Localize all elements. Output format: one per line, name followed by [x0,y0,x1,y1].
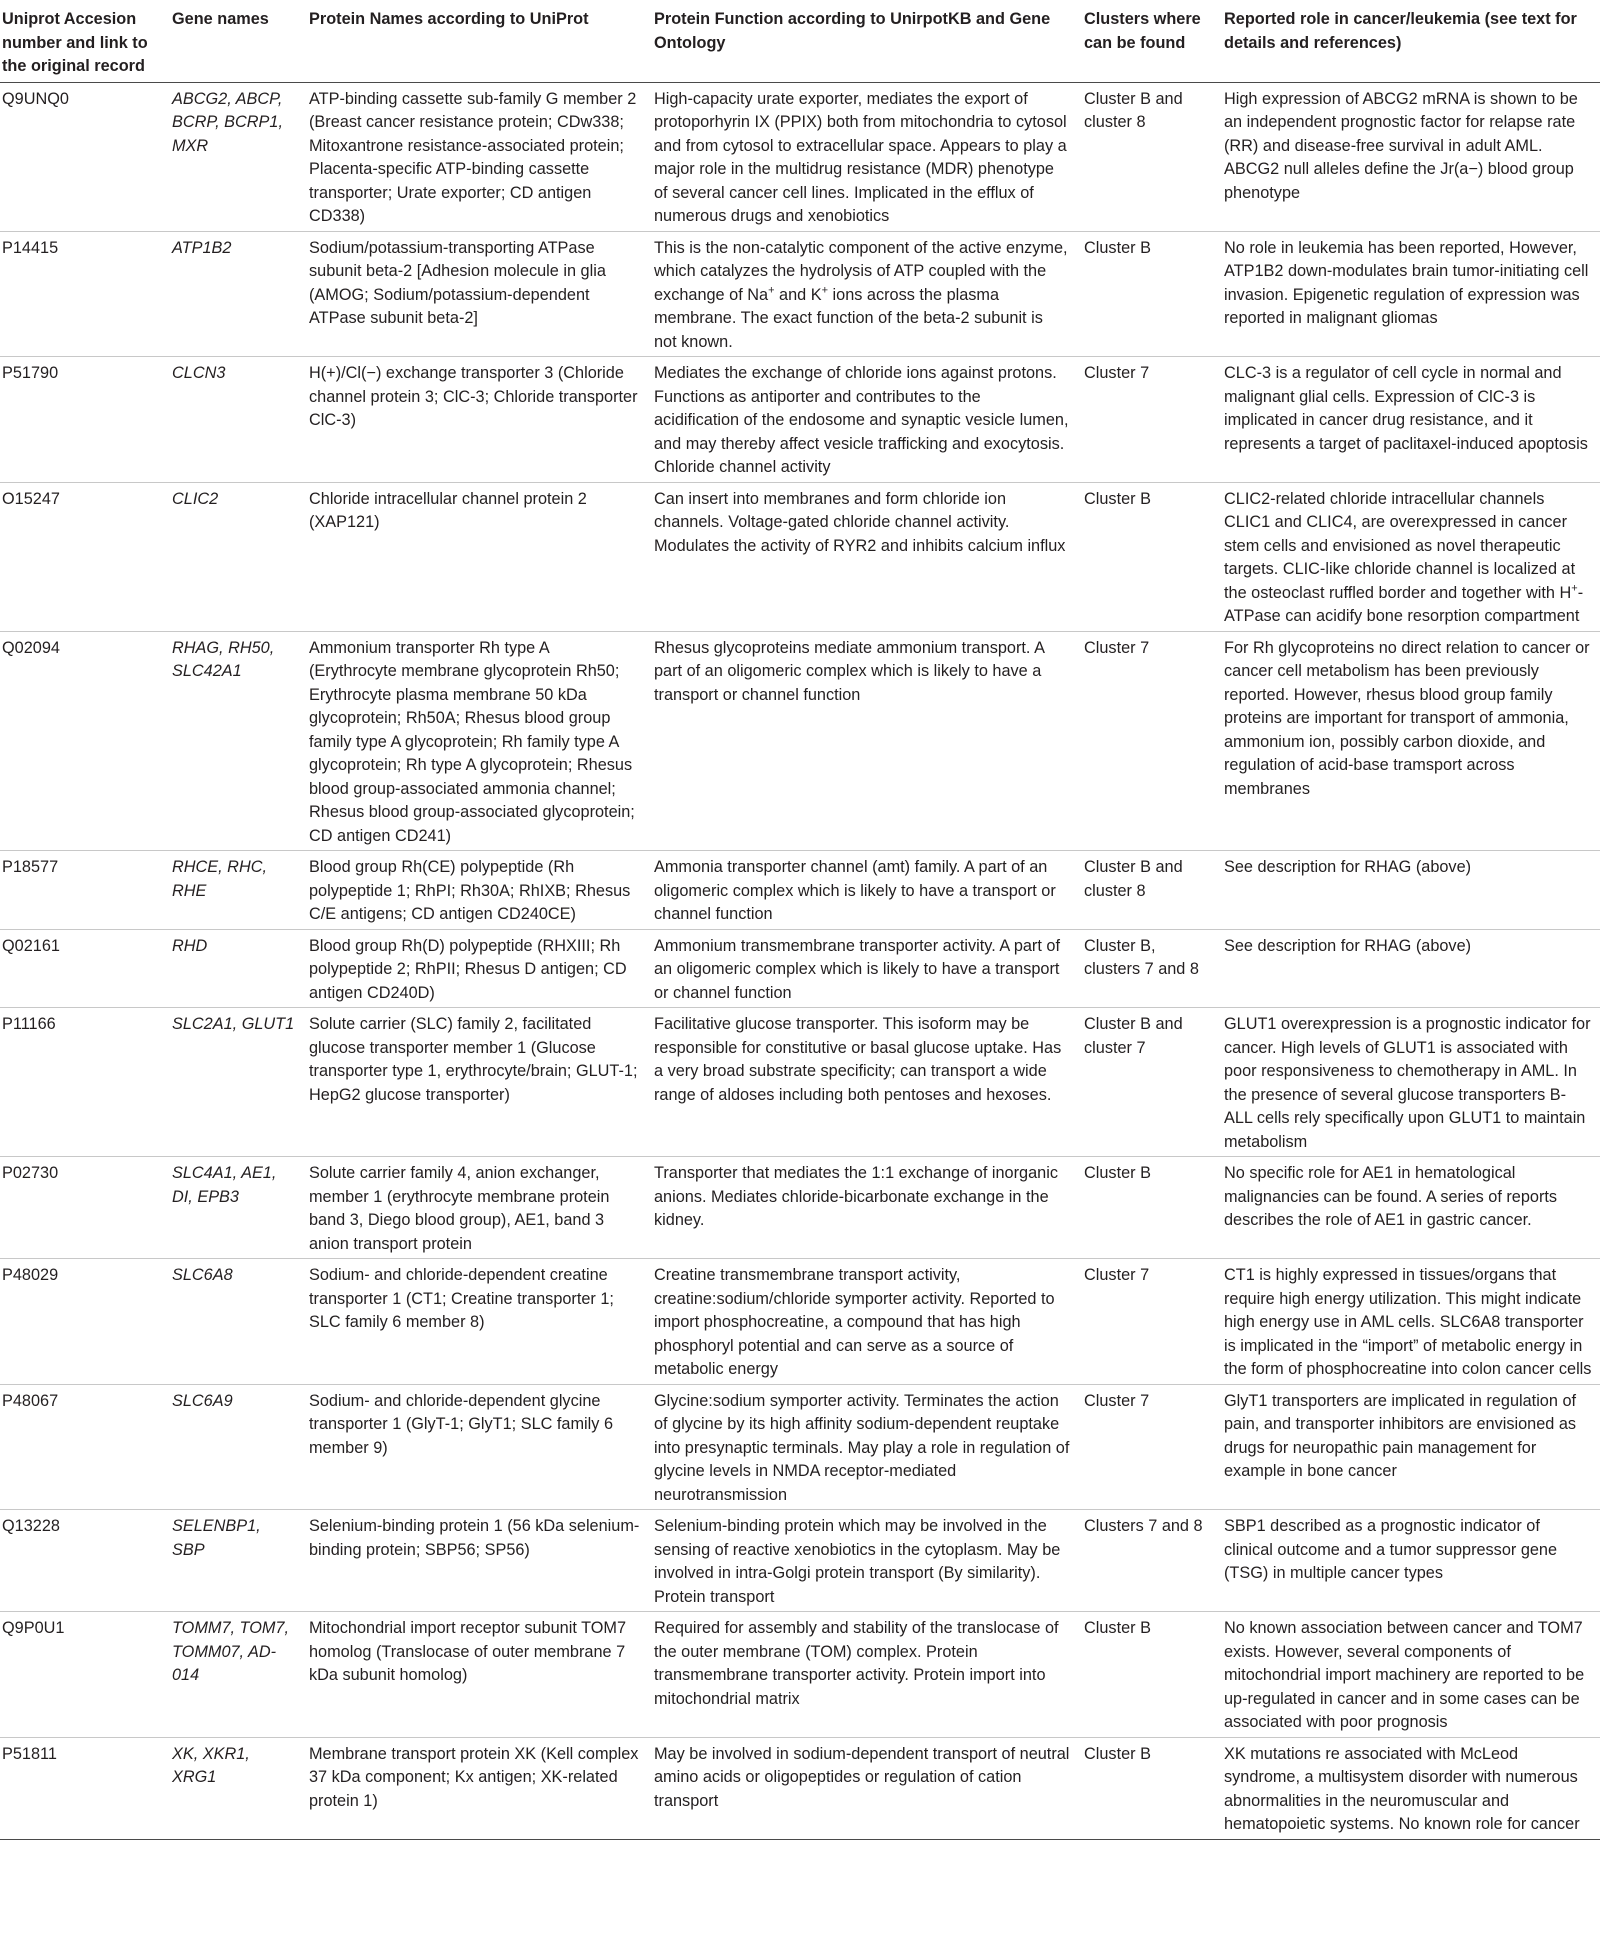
gene-names-cell: SLC2A1, GLUT1 [166,1008,303,1157]
header-protein-names: Protein Names according to UniProt [303,8,648,82]
table-row [0,357,1600,483]
cancer-role-cell: GLUT1 overexpression is a prognostic indicator for cancer. High levels of GLUT1 is associated with poor responsiveness to chemotherapy in AML. In the presence of several glucose transporters B-ALL cells rely specifically upon GLUT1 to maintain metabolism [1218,1008,1600,1157]
gene-names-cell: RHD [166,929,303,1008]
protein-names-cell: Blood group Rh(D) polypeptide (RHXIII; Rh polypeptide 2; RhPII; Rhesus D antigen; CD antigen CD240D) [303,929,648,1008]
table-header [0,8,1600,82]
superscript-plus: + [1571,582,1578,595]
function-text: ions across the plasma membrane. The exact function of the beta-2 subunit is not known. [654,285,1043,351]
gene-names-cell: CLIC2 [166,482,303,631]
clusters-cell: Cluster B [1078,1157,1218,1259]
header-gene-names: Gene names [166,8,303,82]
protein-names-cell: Selenium-binding protein 1 (56 kDa selenium-binding protein; SBP56; SP56) [303,1510,648,1612]
table-row [0,1384,1600,1510]
clusters-cell: Cluster 7 [1078,357,1218,483]
table-row [0,929,1600,1008]
header-cancer-role: Reported role in cancer/leukemia (see text for details and references) [1218,8,1600,82]
gene-names-cell: ABCG2, ABCP, BCRP, BCRP1, MXR [166,82,303,231]
table-row [0,1259,1600,1385]
accession-cell: Q02161 [0,929,166,1008]
clusters-cell: Cluster B [1078,482,1218,631]
protein-names-cell: Sodium- and chloride-dependent glycine transporter 1 (GlyT-1; GlyT1; SLC family 6 member 9) [303,1384,648,1510]
clusters-cell: Cluster 7 [1078,1259,1218,1385]
superscript-plus: + [768,284,775,297]
cancer-role-cell: See description for RHAG (above) [1218,851,1600,930]
table-row [0,1737,1600,1839]
accession-cell: Q9UNQ0 [0,82,166,231]
accession-cell: Q13228 [0,1510,166,1612]
table-body [0,82,1600,1839]
accession-cell: P18577 [0,851,166,930]
accession-cell: Q9P0U1 [0,1612,166,1738]
clusters-cell: Cluster 7 [1078,631,1218,851]
gene-names-cell: SLC6A9 [166,1384,303,1510]
protein-names-cell: H(+)/Cl(−) exchange transporter 3 (Chloride channel protein 3; ClC-3; Chloride transporter ClC-3) [303,357,648,483]
protein-names-cell: Solute carrier family 4, anion exchanger, member 1 (erythrocyte membrane protein band 3, Diego blood group), AE1, band 3 anion transport protein [303,1157,648,1259]
gene-names-cell: TOMM7, TOM7, TOMM07, AD-014 [166,1612,303,1738]
function-cell: May be involved in sodium-dependent transport of neutral amino acids or oligopeptides or regulation of cation transport [648,1737,1078,1839]
protein-names-cell: ATP-binding cassette sub-family G member 2 (Breast cancer resistance protein; CDw338; Mitoxantrone resistance-associated protein; Placenta-specific ATP-binding cassette transporter; Urate exporter; CD antigen CD338) [303,82,648,231]
cancer-role-cell: GlyT1 transporters are implicated in regulation of pain, and transporter inhibitors are envisioned as drugs for neuropathic pain management for example in bone cancer [1218,1384,1600,1510]
function-cell: Transporter that mediates the 1:1 exchange of inorganic anions. Mediates chloride-bicarbonate exchange in the kidney. [648,1157,1078,1259]
gene-names-cell: SLC4A1, AE1, DI, EPB3 [166,1157,303,1259]
clusters-cell: Cluster B, clusters 7 and 8 [1078,929,1218,1008]
cancer-role-cell: High expression of ABCG2 mRNA is shown to be an independent prognostic factor for relapse rate (RR) and disease-free survival in adult AML. ABCG2 null alleles define the Jr(a−) blood group phenotype [1218,82,1600,231]
table-row [0,1510,1600,1612]
protein-names-cell: Chloride intracellular channel protein 2 (XAP121) [303,482,648,631]
function-cell: Ammonia transporter channel (amt) family. A part of an oligomeric complex which is likely to have a transport or channel function [648,851,1078,930]
function-cell: Ammonium transmembrane transporter activity. A part of an oligomeric complex which is likely to have a transport or channel function [648,929,1078,1008]
function-cell: Glycine:sodium symporter activity. Terminates the action of glycine by its high affinity sodium-dependent reuptake into presynaptic terminals. May play a role in regulation of glycine levels in NMDA receptor-mediated neurotransmission [648,1384,1078,1510]
protein-names-cell: Solute carrier (SLC) family 2, facilitated glucose transporter member 1 (Glucose transporter type 1, erythrocyte/brain; GLUT-1; HepG2 glucose transporter) [303,1008,648,1157]
accession-cell: O15247 [0,482,166,631]
gene-names-cell: SLC6A8 [166,1259,303,1385]
protein-names-cell: Mitochondrial import receptor subunit TOM7 homolog (Translocase of outer membrane 7 kDa subunit homolog) [303,1612,648,1738]
superscript-plus: + [821,284,829,297]
gene-names-cell: CLCN3 [166,357,303,483]
function-cell: Required for assembly and stability of the translocase of the outer membrane (TOM) complex. Protein transmembrane transporter activity. Protein import into mitochondrial matrix [648,1612,1078,1738]
clusters-cell: Cluster B [1078,1737,1218,1839]
gene-names-cell: RHAG, RH50, SLC42A1 [166,631,303,851]
protein-names-cell: Sodium- and chloride-dependent creatine transporter 1 (CT1; Creatine transporter 1; SLC family 6 member 8) [303,1259,648,1385]
header-accession: Uniprot Accesion number and link to the original record [0,8,166,82]
table-row [0,1008,1600,1157]
gene-names-cell: XK, XKR1, XRG1 [166,1737,303,1839]
accession-cell: P11166 [0,1008,166,1157]
protein-names-cell: Ammonium transporter Rh type A (Erythrocyte membrane glycoprotein Rh50; Erythrocyte plasma membrane 50 kDa glycoprotein; Rh50A; Rhesus blood group family type A glycoprotein; Rh family type A glycoprotein; Rh type A glycoprotein; Rhesus blood group-associated ammonia channel; Rhesus blood group-associated glycoprotein; CD antigen CD241) [303,631,648,851]
table-row [0,482,1600,631]
table-row [0,1612,1600,1738]
protein-table [0,8,1600,1840]
role-text: -ATPase can acidify bone resorption compartment [1224,583,1584,625]
accession-cell: P51811 [0,1737,166,1839]
header-clusters: Clusters where can be found [1078,8,1218,82]
clusters-cell: Cluster B [1078,1612,1218,1738]
cancer-role-cell: No specific role for AE1 in hematological malignancies can be found. A series of reports describes the role of AE1 in gastric cancer. [1218,1157,1600,1259]
function-cell: High-capacity urate exporter, mediates the export of protoporhyrin IX (PPIX) both from mitochondria to cytosol and from cytosol to extracellular space. Appears to play a major role in the multidrug resistance (MDR) phenotype of several cancer cell lines. Implicated in the efflux of numerous drugs and xenobiotics [648,82,1078,231]
clusters-cell: Cluster 7 [1078,1384,1218,1510]
function-cell [648,231,1078,357]
cancer-role-cell [1218,482,1600,631]
function-cell: Can insert into membranes and form chloride ion channels. Voltage-gated chloride channel activity. Modulates the activity of RYR2 and inhibits calcium influx [648,482,1078,631]
clusters-cell: Cluster B and cluster 7 [1078,1008,1218,1157]
function-cell: Selenium-binding protein which may be involved in the sensing of reactive xenobiotics in the cytoplasm. May be involved in intra-Golgi protein transport (By similarity). Protein transport [648,1510,1078,1612]
clusters-cell: Clusters 7 and 8 [1078,1510,1218,1612]
accession-cell: P02730 [0,1157,166,1259]
function-text: This is the non-catalytic component of the active enzyme, which catalyzes the hydrolysis of ATP coupled with the exchange of Na [654,238,1068,304]
clusters-cell: Cluster B and cluster 8 [1078,82,1218,231]
accession-cell: P48029 [0,1259,166,1385]
protein-names-cell: Membrane transport protein XK (Kell complex 37 kDa component; Kx antigen; XK-related protein 1) [303,1737,648,1839]
gene-names-cell: SELENBP1, SBP [166,1510,303,1612]
header-protein-function: Protein Function according to UnirpotKB and Gene Ontology [648,8,1078,82]
table-row [0,631,1600,851]
function-text: and K [774,285,822,304]
cancer-role-cell: No known association between cancer and TOM7 exists. However, several components of mitochondrial import machinery are reported to be up-regulated in cancer and in some cases can be associated with poor prognosis [1218,1612,1600,1738]
function-cell: Facilitative glucose transporter. This isoform may be responsible for constitutive or basal glucose uptake. Has a very broad substrate specificity; can transport a wide range of aldoses including both pentoses and hexoses. [648,1008,1078,1157]
accession-cell: P14415 [0,231,166,357]
cancer-role-cell: No role in leukemia has been reported, However, ATP1B2 down-modulates brain tumor-initiating cell invasion. Epigenetic regulation of expression was reported in malignant gliomas [1218,231,1600,357]
cancer-role-cell: SBP1 described as a prognostic indicator of clinical outcome and a tumor suppressor gene (TSG) in multiple cancer types [1218,1510,1600,1612]
gene-names-cell: RHCE, RHC, RHE [166,851,303,930]
cancer-role-cell: For Rh glycoproteins no direct relation to cancer or cancer cell metabolism has been previously reported. However, rhesus blood group family proteins are important for transport of ammonia, ammonium ion, possibly carbon dioxide, and regulation of acid-base tramsport across membranes [1218,631,1600,851]
header-row [0,8,1600,82]
protein-names-cell: Blood group Rh(CE) polypeptide (Rh polypeptide 1; RhPI; Rh30A; RhIXB; Rhesus C/E antigens; CD antigen CD240CE) [303,851,648,930]
cancer-role-cell: CLC-3 is a regulator of cell cycle in normal and malignant glial cells. Expression of ClC-3 is implicated in cancer drug resistance, and it represents a target of paclitaxel-induced apoptosis [1218,357,1600,483]
clusters-cell: Cluster B [1078,231,1218,357]
table-row [0,231,1600,357]
protein-names-cell: Sodium/potassium-transporting ATPase subunit beta-2 [Adhesion molecule in glia (AMOG; Sodium/potassium-dependent ATPase subunit beta-2] [303,231,648,357]
cancer-role-cell: See description for RHAG (above) [1218,929,1600,1008]
clusters-cell: Cluster B and cluster 8 [1078,851,1218,930]
function-cell: Rhesus glycoproteins mediate ammonium transport. A part of an oligomeric complex which is likely to have a transport or channel function [648,631,1078,851]
table-row [0,851,1600,930]
accession-cell: P51790 [0,357,166,483]
accession-cell: Q02094 [0,631,166,851]
cancer-role-cell: CT1 is highly expressed in tissues/organs that require high energy utilization. This might indicate high energy use in AML cells. SLC6A8 transporter is implicated in the “import” of metabolic energy in the form of phosphocreatine into colon cancer cells [1218,1259,1600,1385]
table-row [0,1157,1600,1259]
role-text: CLIC2-related chloride intracellular channels CLIC1 and CLIC4, are overexpressed in cancer stem cells and envisioned as novel therapeutic targets. CLIC-like chloride channel is localized at the osteoclast ruffled border and together with H [1224,489,1576,602]
table-row [0,82,1600,231]
function-cell: Creatine transmembrane transport activity, creatine:sodium/chloride symporter activity. Reported to import phosphocreatine, a compound that has high phosphoryl potential and can serve as a source of metabolic energy [648,1259,1078,1385]
accession-cell: P48067 [0,1384,166,1510]
gene-names-cell: ATP1B2 [166,231,303,357]
cancer-role-cell: XK mutations re associated with McLeod syndrome, a multisystem disorder with numerous abnormalities in the neuromuscular and hematopoietic systems. No known role for cancer [1218,1737,1600,1839]
function-cell: Mediates the exchange of chloride ions against protons. Functions as antiporter and contributes to the acidification of the endosome and synaptic vesicle lumen, and may thereby affect vesicle trafficking and exocytosis. Chloride channel activity [648,357,1078,483]
